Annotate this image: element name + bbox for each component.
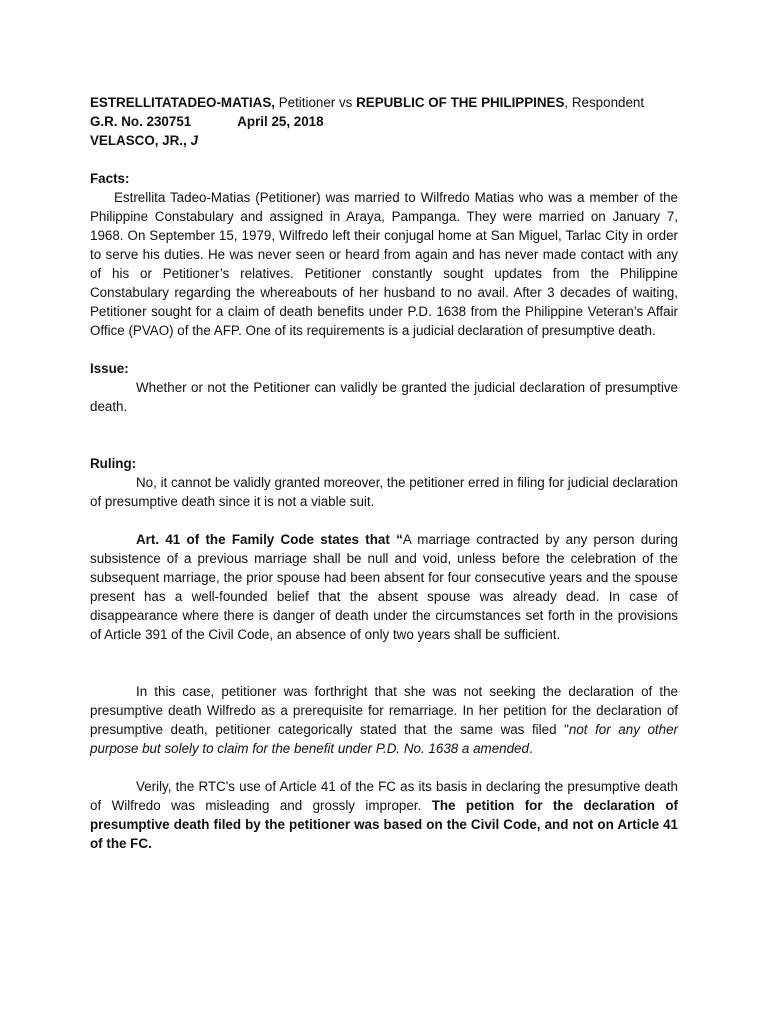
respondent-name: REPUBLIC OF THE PHILIPPINES [356, 95, 565, 110]
article-41-text: A marriage contracted by any person during subsistence of a previous marriage shall be null and void, unless before the celebration of the subsequent marriage, the prior spouse had been absent for four consecutive years and the spouse present has a well-founded belief that the absent spouse was already dead. In case of disappearance where there is danger of death under the circumstances set forth in the provisions of Article 391 of the Civil Code, an absence of only two years shall be sufficient. [90, 532, 678, 642]
issue-paragraph: Whether or not the Petitioner can validly be granted the judicial declaration of presumptive death. [90, 380, 678, 414]
respondent-role: , Respondent [564, 95, 645, 110]
gr-number: G.R. No. 230751 [90, 114, 192, 129]
this-case-end: . [528, 741, 533, 756]
case-digest-document [90, 93, 678, 853]
petitioner-name: ESTRELLITATADEO-MATIAS, [90, 95, 275, 110]
decision-date: April 25, 2018 [237, 114, 324, 129]
verily-text: Verily, the RTC's use of Article 41 of the FC as its basis in declaring the presumptive death of Wilfredo was misleading and grossly improper. [90, 779, 678, 813]
ruling-heading: Ruling: [90, 456, 137, 471]
ponente-line [90, 131, 678, 150]
facts-heading: Facts: [90, 171, 130, 186]
article-41-lead: Art. 41 of the Family Code states that “ [136, 532, 403, 547]
this-case-text: In this case, petitioner was forthright that she was not seeking the declaration of the presumptive death Wilfredo as a prerequisite for remarriage. In her petition for the declaration of presumptive death, petitioner categorically stated that the same was filed " [90, 684, 678, 737]
petitioner-role: Petitioner vs [274, 95, 357, 110]
ruling-paragraph-1: No, it cannot be validly granted moreover, the petitioner erred in filing for judicial declaration of presumptive death since it is not a viable suit. [90, 475, 678, 509]
case-number-line [90, 112, 678, 131]
ruling-paragraph-article-41 [90, 530, 678, 644]
ponente-name: VELASCO, JR., [90, 133, 191, 148]
verily-conclusion: The petition for the declaration of presumptive death filed by the petitioner was based on the Civil Code, and not on Article 41 of the FC. [90, 798, 678, 851]
issue-heading: Issue: [90, 361, 129, 376]
facts-paragraph: Estrellita Tadeo-Matias (Petitioner) was married to Wilfredo Matias who was a member of the Philippine Constabulary and assigned in Araya, Pampanga. They were married on January 7, 1968. On September 15, 1979, Wilfredo left their conjugal home at San Miguel, Tarlac City in order to serve his duties. He was never seen or heard from again and has never made contact with any of his or Petitioner’s relatives. Petitioner constantly sought updates from the Philippine Constabulary regarding the whereabouts of her husband to no avail. After 3 decades of waiting, Petitioner sought for a claim of death benefits under P.D. 1638 from the Philippine Veteran’s Affair Office (PVAO) of the AFP. One of its requirements is a judicial declaration of presumptive death. [90, 190, 678, 338]
this-case-quote: not for any other purpose but solely to claim for the benefit under P.D. No. 1638 a amended [90, 722, 678, 756]
ruling-paragraph-this-case [90, 682, 678, 758]
ponente-title: J [190, 133, 198, 148]
ruling-paragraph-verily [90, 777, 678, 853]
case-title-line [90, 93, 678, 112]
